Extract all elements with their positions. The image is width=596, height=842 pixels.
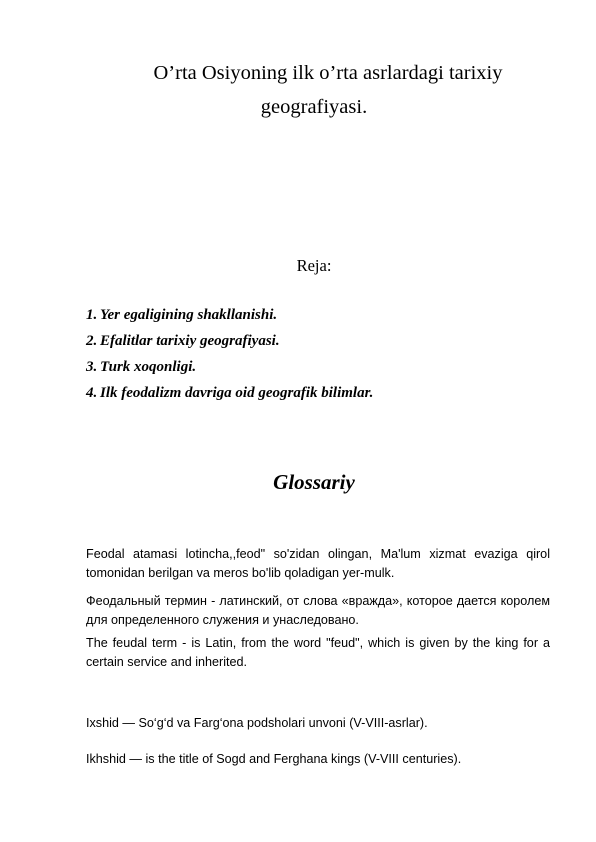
plan-item-text: Ilk feodalizm davriga oid geografik bilimlar. — [100, 385, 374, 401]
glossary-paragraph-russian: Феодальный термин - латинский, от слова «вражда», которое дается королем для определенного служения и унаследовано. — [86, 594, 550, 627]
glossary-term-ixshid-uzbek: Ixshid — So‘g‘d va Farg‘ona podsholari unvoni (V-VIII-asrlar). — [86, 716, 428, 730]
plan-heading: Reja: — [296, 256, 332, 275]
plan-list — [86, 302, 373, 406]
plan-item — [86, 354, 373, 380]
plan-item-number: 2. — [86, 333, 98, 349]
plan-item-text: Efalitlar tarixiy geografiyasi. — [100, 333, 280, 349]
plan-item — [86, 302, 373, 328]
plan-item-text: Turk xoqonligi. — [100, 359, 197, 375]
plan-item-text: Yer egaligining shakllanishi. — [100, 307, 278, 323]
plan-item-number: 3. — [86, 359, 98, 375]
document-title-line-1: O’rta Osiyoning ilk o’rta asrlardagi tarixiy — [153, 62, 503, 84]
glossary-paragraph-english: The feudal term - is Latin, from the word "feud", which is given by the king for a certain service and inherited. — [86, 636, 550, 669]
plan-item-number: 1. — [86, 307, 98, 323]
plan-item — [86, 380, 373, 406]
glossary-term-ikhshid-english: Ikhshid — is the title of Sogd and Ferghana kings (V-VIII centuries). — [86, 752, 462, 766]
document-title-line-2: geografiyasi. — [260, 96, 368, 118]
glossary-paragraph-uzbek: Feodal atamasi lotincha,,feod" so'zidan olingan, Ma'lum xizmat evaziga qirol tomonidan berilgan va meros bo'lib qoladigan yer-mulk. — [86, 547, 550, 580]
plan-item — [86, 328, 373, 354]
glossary-heading: Glossariy — [273, 470, 355, 494]
plan-item-number: 4. — [86, 385, 98, 401]
